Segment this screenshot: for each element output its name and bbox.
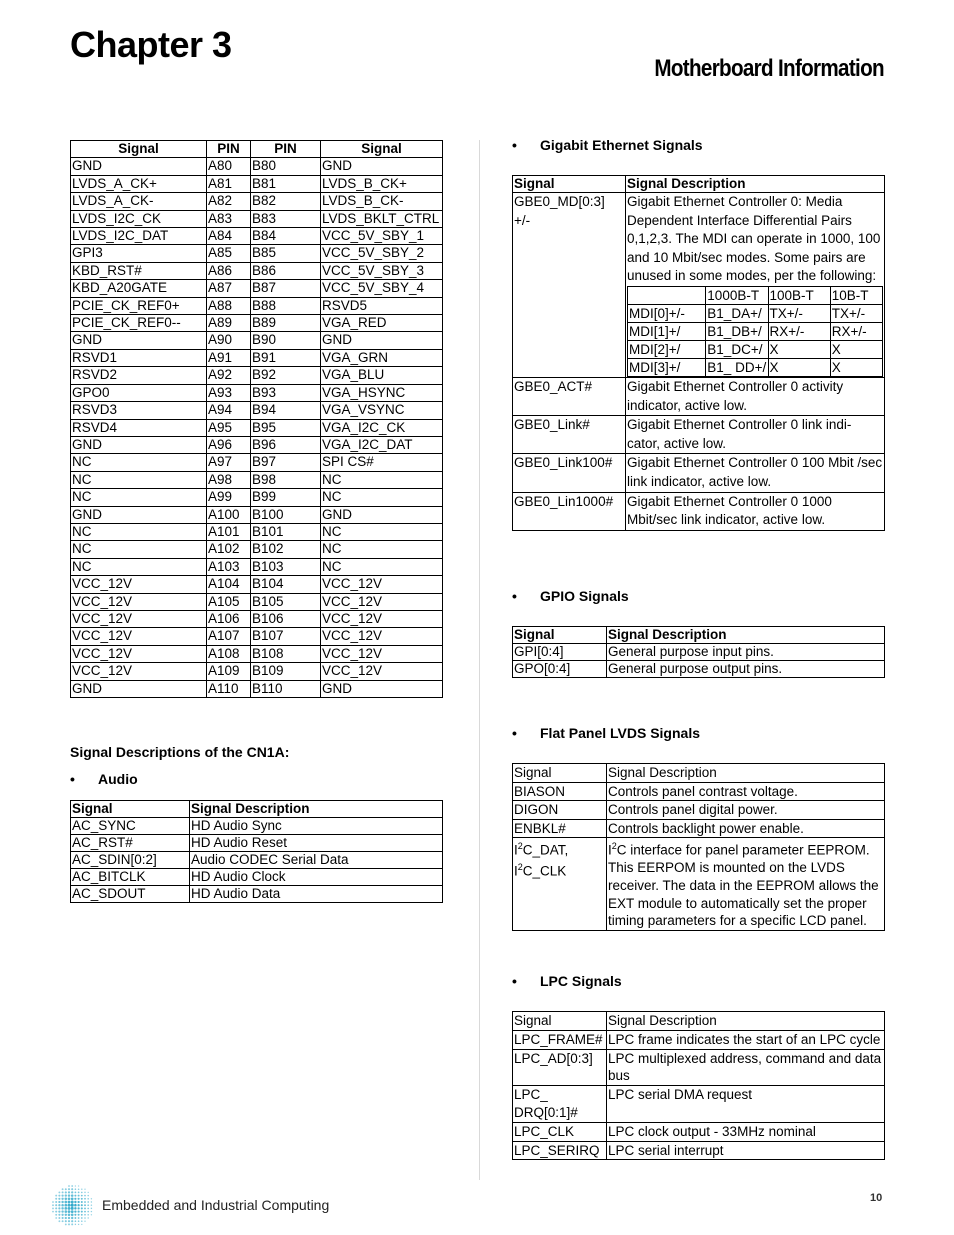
table-cell: A87	[207, 280, 251, 297]
lvds-heading	[512, 725, 700, 741]
table-row	[513, 782, 885, 801]
table-row	[513, 193, 885, 378]
table-cell: NC	[71, 471, 207, 488]
column-divider	[479, 140, 480, 1180]
table-cell: HD Audio Clock	[190, 869, 443, 886]
table-cell: HD Audio Reset	[190, 835, 443, 852]
pin-table-header	[71, 141, 443, 158]
table-row	[71, 523, 443, 540]
table-row	[71, 228, 443, 245]
table-cell: A96	[207, 436, 251, 453]
table-cell: GND	[321, 680, 443, 697]
table-cell: NC	[321, 541, 443, 558]
table-cell: B108	[251, 645, 321, 662]
md-description: Gigabit Ethernet Controller 0: Media Dependent Interface Differential Pairs 0,1,2,3. The MDI can operate in 1000, 100 and 10 Mbit/sec modes. Some pairs are unused in some modes, per the following:	[627, 194, 881, 284]
header-cell: PIN	[251, 141, 321, 158]
table-row	[71, 489, 443, 506]
table-cell: X	[830, 358, 882, 376]
table-cell: RX+/-	[830, 322, 882, 340]
table-cell: NC	[71, 541, 207, 558]
table-cell: NC	[71, 523, 207, 540]
table-cell: LPC_FRAME#	[513, 1030, 607, 1049]
table-row	[71, 158, 443, 175]
table-cell: GND	[71, 332, 207, 349]
bullet-icon: •	[70, 771, 75, 787]
table-cell: A92	[207, 367, 251, 384]
table-cell: General purpose output pins.	[607, 661, 885, 678]
table-cell: Gigabit Ethernet Controller 0 1000 Mbit/sec link indicator, active low.	[626, 492, 885, 530]
table-cell: A107	[207, 628, 251, 645]
table-cell: LPC clock output - 33MHz nominal	[607, 1122, 885, 1141]
table-row	[71, 576, 443, 593]
table-cell: HD Audio Data	[190, 886, 443, 903]
bullet-icon: •	[512, 588, 517, 604]
table-cell: LVDS_A_CK-	[71, 193, 207, 210]
table-cell: Controls backlight power enable.	[607, 819, 885, 838]
table-cell: Audio CODEC Serial Data	[190, 852, 443, 869]
table-row	[71, 175, 443, 192]
table-cell: LVDS_B_CK-	[321, 193, 443, 210]
lvds-table-header	[513, 764, 885, 783]
table-cell: VCC_12V	[321, 576, 443, 593]
table-cell: B97	[251, 454, 321, 471]
table-cell: A85	[207, 245, 251, 262]
table-cell: B93	[251, 384, 321, 401]
table-cell: GND	[71, 680, 207, 697]
table-cell: B95	[251, 419, 321, 436]
table-cell: VCC_12V	[71, 593, 207, 610]
table-cell: B1_DB+/	[706, 322, 768, 340]
page-number: 10	[870, 1192, 883, 1204]
table-row	[71, 436, 443, 453]
table-cell: LVDS_BKLT_CTRL	[321, 210, 443, 227]
table-cell: LVDS_I2C_DAT	[71, 228, 207, 245]
gpio-title: GPIO Signals	[540, 588, 629, 604]
table-cell: B103	[251, 558, 321, 575]
table-cell: 1000B-T	[706, 286, 768, 304]
gigabit-heading	[512, 137, 703, 153]
table-cell: VCC_12V	[321, 610, 443, 627]
table-cell: Gigabit Ethernet Controller 0 link indi-cator, active low.	[626, 416, 885, 454]
table-cell: A95	[207, 419, 251, 436]
table-cell: B107	[251, 628, 321, 645]
table-cell: VGA_I2C_CK	[321, 419, 443, 436]
table-row	[71, 869, 443, 886]
table-cell: A83	[207, 210, 251, 227]
table-row	[71, 593, 443, 610]
table-cell: RSVD2	[71, 367, 207, 384]
table-cell: GBE0_ACT#	[513, 377, 626, 415]
table-cell: AC_BITCLK	[71, 869, 190, 886]
table-cell: A89	[207, 315, 251, 332]
table-cell: A110	[207, 680, 251, 697]
table-cell: LVDS_B_CK+	[321, 175, 443, 192]
header-cell: Signal Description	[607, 627, 885, 644]
table-cell: A104	[207, 576, 251, 593]
table-cell: B105	[251, 593, 321, 610]
table-row	[71, 471, 443, 488]
table-cell: VCC_12V	[71, 610, 207, 627]
company-logo-icon	[50, 1183, 96, 1229]
table-cell: LPC frame indicates the start of an LPC cycle	[607, 1030, 885, 1049]
table-cell: GND	[71, 158, 207, 175]
table-cell: B81	[251, 175, 321, 192]
table-cell: B90	[251, 332, 321, 349]
table-row	[513, 819, 885, 838]
table-cell: LVDS_I2C_CK	[71, 210, 207, 227]
table-cell: VCC_12V	[71, 645, 207, 662]
table-cell: A86	[207, 262, 251, 279]
header-cell: Signal	[513, 1012, 607, 1031]
gigabit-title: Gigabit Ethernet Signals	[540, 137, 703, 153]
i2c-description: $I^2C$ interface for panel parameter EEPROM. This EERPOM is mounted on the LVDS receiver. The data in the EEPROM allows the EXT module to automatically set the proper timing parameters for a specific LCD panel.	[607, 838, 885, 930]
header-cell: Signal	[513, 627, 607, 644]
table-cell: MDI[3]+/	[628, 358, 706, 376]
md-description-cell	[626, 193, 885, 378]
header-cell: Signal Description	[626, 176, 885, 193]
table-row	[513, 838, 885, 930]
table-cell: GND	[321, 158, 443, 175]
audio-table-header	[71, 801, 443, 818]
table-row	[71, 835, 443, 852]
table-cell: MDI[0]+/-	[628, 304, 706, 322]
table-cell: A93	[207, 384, 251, 401]
table-row	[71, 332, 443, 349]
pin-table	[70, 140, 443, 698]
table-cell: X	[768, 358, 830, 376]
footer-company: Embedded and Industrial Computing	[102, 1197, 330, 1213]
table-row	[71, 886, 443, 903]
table-cell: NC	[321, 471, 443, 488]
table-cell: SPI CS#	[321, 454, 443, 471]
table-cell: B86	[251, 262, 321, 279]
table-cell: KBD_RST#	[71, 262, 207, 279]
lpc-title: LPC Signals	[540, 973, 622, 989]
table-cell: A99	[207, 489, 251, 506]
table-cell: A103	[207, 558, 251, 575]
audio-table	[70, 800, 443, 903]
table-cell: B84	[251, 228, 321, 245]
table-cell: B82	[251, 193, 321, 210]
table-cell: RSVD3	[71, 402, 207, 419]
table-row	[71, 367, 443, 384]
table-row	[71, 541, 443, 558]
table-row	[71, 852, 443, 869]
cn1a-heading: Signal Descriptions of the CN1A:	[70, 744, 290, 760]
table-cell: NC	[71, 489, 207, 506]
table-cell: X	[768, 340, 830, 358]
table-cell: B98	[251, 471, 321, 488]
table-cell: B104	[251, 576, 321, 593]
table-cell: B83	[251, 210, 321, 227]
table-cell: GPO0	[71, 384, 207, 401]
table-cell: BIASON	[513, 782, 607, 801]
table-row	[71, 419, 443, 436]
table-row	[71, 349, 443, 366]
table-cell: A90	[207, 332, 251, 349]
table-cell: A80	[207, 158, 251, 175]
table-cell: A98	[207, 471, 251, 488]
table-cell: B102	[251, 541, 321, 558]
table-cell: GBE0_Lin1000#	[513, 492, 626, 530]
table-cell: VCC_5V_SBY_2	[321, 245, 443, 262]
table-row	[71, 402, 443, 419]
header-cell: Signal	[71, 801, 190, 818]
table-row	[71, 645, 443, 662]
table-cell: RSVD1	[71, 349, 207, 366]
table-cell: LPC serial DMA request	[607, 1086, 885, 1123]
table-cell: LPC serial interrupt	[607, 1141, 885, 1160]
table-row	[71, 384, 443, 401]
table-cell: B85	[251, 245, 321, 262]
lpc-table	[512, 1011, 885, 1160]
table-row	[71, 454, 443, 471]
table-cell: NC	[321, 523, 443, 540]
table-cell: B91	[251, 349, 321, 366]
table-cell: MDI[1]+/	[628, 322, 706, 340]
table-cell: AC_SYNC	[71, 818, 190, 835]
table-cell: A88	[207, 297, 251, 314]
section-title: Motherboard Information	[654, 55, 884, 82]
table-cell: GPO[0:4]	[513, 661, 607, 678]
header-cell: Signal	[513, 176, 626, 193]
i2c-dat-signal: $I^2C\_DAT$,	[514, 841, 569, 858]
table-cell: LVDS_A_CK+	[71, 175, 207, 192]
gpio-table	[512, 626, 885, 678]
table-cell: VGA_GRN	[321, 349, 443, 366]
table-cell: VCC_12V	[321, 663, 443, 680]
table-cell: PCIE_CK_REF0+	[71, 297, 207, 314]
table-cell: X	[830, 340, 882, 358]
table-cell: AC_RST#	[71, 835, 190, 852]
table-cell: B109	[251, 663, 321, 680]
table-cell: RX+/-	[768, 322, 830, 340]
i2c-clk-signal: $I^2C\_CLK$	[514, 862, 567, 879]
table-cell: VCC_12V	[321, 645, 443, 662]
table-cell: General purpose input pins.	[607, 644, 885, 661]
table-row	[513, 1086, 885, 1123]
table-cell: GBE0_Link#	[513, 416, 626, 454]
audio-title: Audio	[98, 771, 138, 787]
table-row	[513, 644, 885, 661]
table-cell: GND	[71, 506, 207, 523]
table-cell: A97	[207, 454, 251, 471]
table-cell: RSVD4	[71, 419, 207, 436]
table-row	[71, 315, 443, 332]
table-cell: Gigabit Ethernet Controller 0 activity indicator, active low.	[626, 377, 885, 415]
table-cell: LPC_CLK	[513, 1122, 607, 1141]
table-row	[628, 358, 883, 376]
table-cell: DIGON	[513, 801, 607, 820]
table-cell: B110	[251, 680, 321, 697]
table-cell: TX+/-	[830, 304, 882, 322]
table-cell: GND	[71, 436, 207, 453]
lvds-title: Flat Panel LVDS Signals	[540, 725, 701, 741]
table-cell: A84	[207, 228, 251, 245]
table-cell: B99	[251, 489, 321, 506]
table-cell: A101	[207, 523, 251, 540]
table-row	[513, 416, 885, 454]
table-cell: VCC_5V_SBY_3	[321, 262, 443, 279]
table-row	[71, 558, 443, 575]
table-row	[71, 262, 443, 279]
lvds-table	[512, 763, 885, 931]
table-cell: A91	[207, 349, 251, 366]
header-cell: Signal	[513, 764, 607, 783]
audio-heading	[70, 771, 138, 787]
table-row	[513, 801, 885, 820]
table-cell: VCC_12V	[321, 628, 443, 645]
header-cell: Signal	[321, 141, 443, 158]
table-cell: A109	[207, 663, 251, 680]
table-cell: VGA_HSYNC	[321, 384, 443, 401]
table-cell: B94	[251, 402, 321, 419]
bullet-icon: •	[512, 137, 517, 153]
header-cell: Signal	[71, 141, 207, 158]
gigabit-table-header	[513, 176, 885, 193]
table-row	[71, 663, 443, 680]
table-row	[513, 1122, 885, 1141]
table-cell: A102	[207, 541, 251, 558]
table-cell: B96	[251, 436, 321, 453]
table-cell: A108	[207, 645, 251, 662]
table-cell: Gigabit Ethernet Controller 0 100 Mbit /sec link indicator, active low.	[626, 454, 885, 492]
table-cell: VCC_12V	[71, 663, 207, 680]
md-signal: GBE0_MD[0:3] +/-	[513, 193, 626, 378]
table-row	[628, 286, 883, 304]
gpio-heading	[512, 588, 629, 604]
table-cell: VCC_12V	[71, 576, 207, 593]
table-cell: PCIE_CK_REF0--	[71, 315, 207, 332]
table-cell: NC	[321, 489, 443, 506]
mdi-table	[627, 286, 883, 377]
table-row	[513, 1049, 885, 1086]
table-cell: VCC_12V	[321, 593, 443, 610]
table-cell: GND	[321, 506, 443, 523]
table-cell: NC	[71, 558, 207, 575]
table-cell: A100	[207, 506, 251, 523]
table-cell: B88	[251, 297, 321, 314]
table-cell: MDI[2]+/	[628, 340, 706, 358]
table-cell: 10B-T	[830, 286, 882, 304]
table-cell: TX+/-	[768, 304, 830, 322]
gigabit-table	[512, 175, 885, 531]
table-cell: B1_DA+/	[706, 304, 768, 322]
table-cell: NC	[71, 454, 207, 471]
table-row	[628, 340, 883, 358]
table-cell: LPC_SERIRQ	[513, 1141, 607, 1160]
table-row	[628, 304, 883, 322]
table-cell: GPI[0:4]	[513, 644, 607, 661]
table-cell: NC	[321, 558, 443, 575]
table-row	[513, 1141, 885, 1160]
lpc-table-header	[513, 1012, 885, 1031]
header-cell: Signal Description	[190, 801, 443, 818]
bullet-icon: •	[512, 725, 517, 741]
table-cell: A105	[207, 593, 251, 610]
table-cell: GND	[321, 332, 443, 349]
lpc-heading	[512, 973, 622, 989]
table-row	[71, 680, 443, 697]
table-cell: LPC_AD[0:3]	[513, 1049, 607, 1086]
table-row	[513, 377, 885, 415]
table-row	[71, 628, 443, 645]
table-row	[71, 506, 443, 523]
table-cell: VGA_BLU	[321, 367, 443, 384]
table-cell: RSVD5	[321, 297, 443, 314]
table-cell: ENBKL#	[513, 819, 607, 838]
table-row	[513, 661, 885, 678]
table-cell: 100B-T	[768, 286, 830, 304]
table-row	[513, 454, 885, 492]
table-cell: B1_ DD+/	[707, 359, 767, 375]
table-cell: LPC_ DRQ[0:1]#	[513, 1086, 607, 1123]
table-cell: KBD_A20GATE	[71, 280, 207, 297]
table-row	[71, 297, 443, 314]
gpio-table-header	[513, 627, 885, 644]
table-cell: B89	[251, 315, 321, 332]
table-cell: B1_DC+/	[706, 340, 768, 358]
table-cell: GPI3	[71, 245, 207, 262]
table-cell: B106	[251, 610, 321, 627]
table-cell	[628, 286, 706, 304]
table-cell: AC_SDIN[0:2]	[71, 852, 190, 869]
table-cell: VCC_12V	[71, 628, 207, 645]
i2c-signal-cell	[513, 838, 607, 930]
table-cell: Controls panel digital power.	[607, 801, 885, 820]
table-cell: A81	[207, 175, 251, 192]
table-cell: GBE0_Link100#	[513, 454, 626, 492]
table-cell: Controls panel contrast voltage.	[607, 782, 885, 801]
table-cell: LPC multiplexed address, command and data bus	[607, 1049, 885, 1086]
table-row	[71, 280, 443, 297]
table-cell: VGA_I2C_DAT	[321, 436, 443, 453]
table-cell: A82	[207, 193, 251, 210]
header-cell: Signal Description	[607, 764, 885, 783]
table-cell: B80	[251, 158, 321, 175]
table-row	[513, 1030, 885, 1049]
table-cell: AC_SDOUT	[71, 886, 190, 903]
table-row	[71, 610, 443, 627]
table-row	[513, 492, 885, 530]
table-cell: B87	[251, 280, 321, 297]
table-row	[71, 818, 443, 835]
table-cell: VCC_5V_SBY_4	[321, 280, 443, 297]
bullet-icon: •	[512, 973, 517, 989]
table-cell: VCC_5V_SBY_1	[321, 228, 443, 245]
table-row	[628, 322, 883, 340]
table-row	[71, 193, 443, 210]
table-cell: VGA_VSYNC	[321, 402, 443, 419]
table-cell: B92	[251, 367, 321, 384]
table-cell: B101	[251, 523, 321, 540]
header-cell: PIN	[207, 141, 251, 158]
header-cell: Signal Description	[607, 1012, 885, 1031]
table-cell: HD Audio Sync	[190, 818, 443, 835]
table-row	[71, 245, 443, 262]
table-cell: A94	[207, 402, 251, 419]
chapter-title: Chapter 3	[70, 24, 232, 65]
table-cell: B100	[251, 506, 321, 523]
table-row	[71, 210, 443, 227]
table-cell: VGA_RED	[321, 315, 443, 332]
table-cell: A106	[207, 610, 251, 627]
